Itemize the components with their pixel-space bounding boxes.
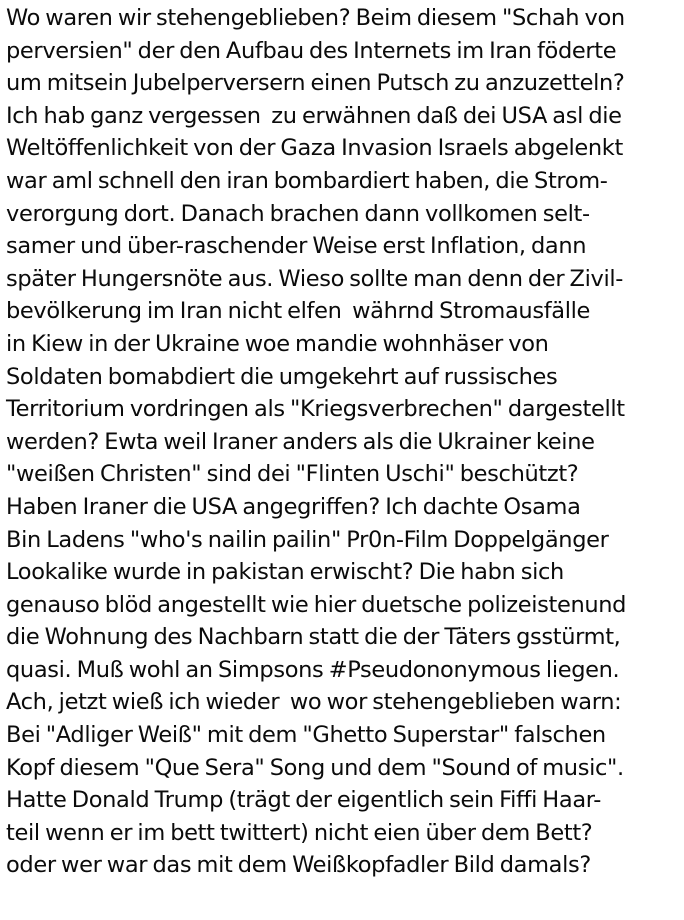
text-line: "weißen Christen" sind dei "Flinten Uschi" beschützt? — [6, 461, 579, 488]
text-line: um mitsein Jubelperversern einen Putsch zu anzuzetteln? — [6, 70, 625, 97]
text-line: Territorium vordringen als "Kriegsverbrechen" dargestellt — [6, 396, 625, 423]
text-line: bevölkerung im Iran nicht elfen währnd Stromausfälle — [6, 298, 590, 325]
text-line: war aml schnell den iran bombardiert haben, die Strom- — [6, 167, 608, 194]
text-line: später Hungersnöte aus. Wieso sollte man denn der Zivil- — [6, 265, 624, 292]
text-line: teil wenn er im bett twittert) nicht eien über dem Bett? — [6, 819, 593, 846]
text-line: perversien" der den Aufbau des Internets im Iran föderte — [6, 37, 617, 64]
text-line: Kopf diesem "Que Sera" Song und dem "Sound of music". — [6, 754, 624, 781]
text-line: werden? Ewta weil Iraner anders als die Ukrainer keine — [6, 428, 595, 455]
text-line: genauso blöd angestellt wie hier duetsche polizeistenund — [6, 591, 627, 618]
text-line: Bei "Adliger Weiß" mit dem "Ghetto Superstar" falschen — [6, 722, 606, 749]
text-line: samer und über-raschender Weise erst Inflation, dann — [6, 233, 587, 260]
text-line: Haben Iraner die USA angegriffen? Ich dachte Osama — [6, 493, 581, 520]
text-line: in Kiew in der Ukraine woe mandie wohnhäser von — [6, 330, 549, 357]
text-line: verorgung dort. Danach brachen dann vollkomen selt- — [6, 200, 590, 227]
text-line: Ach, jetzt wieß ich wieder wo wor stehengeblieben warn: — [6, 689, 622, 716]
text-line: die Wohnung des Nachbarn statt die der Täters gsstürmt, — [6, 624, 621, 651]
text-line: Soldaten bomabdiert die umgekehrt auf russisches — [6, 363, 558, 390]
document-text — [6, 2, 682, 882]
text-line: Ich hab ganz vergessen zu erwähnen daß dei USA asl die — [6, 102, 622, 129]
text-line: oder wer war das mit dem Weißkopfadler Bild damals? — [6, 852, 591, 879]
text-line: Weltöffenlichkeit von der Gaza Invasion Israels abgelenkt — [6, 135, 623, 162]
text-line: Hatte Donald Trump (trägt der eigentlich sein Fiffi Haar- — [6, 787, 601, 814]
text-line: Wo waren wir stehengeblieben? Beim diesem "Schah von — [6, 5, 625, 31]
text-line: quasi. Muß wohl an Simpsons #Pseudononymous liegen. — [6, 656, 620, 683]
text-line: Bin Ladens "who's nailin pailin" Pr0n-Film Doppelgänger — [6, 526, 609, 553]
text-line: Lookalike wurde in pakistan erwischt? Die habn sich — [6, 559, 564, 586]
